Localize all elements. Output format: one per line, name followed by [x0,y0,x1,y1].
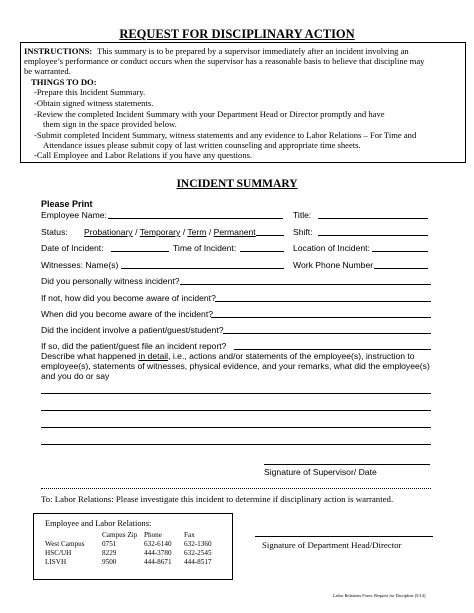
campus-zip: 0751 [102,540,117,548]
instructions-line-1: This summary is to be prepared by a supervisor immediately after an incident involving an [97,46,409,56]
question-witness: Did you personally witness incident? [41,276,180,286]
title-label: Title: [293,210,312,220]
instructions-label: INSTRUCTIONS: [24,46,93,56]
description-line[interactable] [41,444,431,445]
column-fax: Fax [184,531,195,539]
status-other-field[interactable] [256,235,284,236]
description-line[interactable] [41,427,431,428]
to-labor-relations-text: To: Labor Relations: Please investigate this incident to determine if disciplinary action is warranted. [41,494,394,504]
page-title: REQUEST FOR DISCIPLINARY ACTION [119,27,355,41]
shift-field[interactable] [318,235,428,236]
contact-box [33,513,233,580]
department-signature-field[interactable] [255,536,433,537]
question-involve-patient: Did the incident involve a patient/guest/student? [41,325,224,335]
instruction-item: -Review the completed Incident Summary with your Department Head or Director promptly and have [34,109,385,119]
campus-fax: 632-1360 [184,540,212,548]
answer-aware-how-field[interactable] [215,301,431,302]
answer-incident-report-field[interactable] [234,349,431,350]
instruction-item: -Prepare this Incident Summary. [34,87,146,97]
instruction-item: Attendance issues please submit copy of last written counseling and appropriate time sheets. [43,140,361,150]
answer-aware-when-field[interactable] [211,317,431,318]
question-aware-when: When did you become aware of the incident? [41,309,213,319]
date-of-incident-label: Date of Incident: [41,243,104,253]
employee-name-field[interactable] [108,218,283,219]
campus-phone: 444-8671 [144,558,172,566]
date-of-incident-field[interactable] [111,251,169,252]
describe-line-3: and you do or say [41,371,110,381]
department-signature-label: Signature of Department Head/Director [262,540,402,550]
instructions-line-3: be warranted. [24,66,71,76]
supervisor-signature-label: Signature of Supervisor/ Date [264,467,377,477]
answer-involve-patient-field[interactable] [223,333,431,334]
campus-zip: 9500 [102,558,117,566]
section-divider [41,488,431,489]
title-field[interactable] [318,218,428,219]
location-of-incident-field[interactable] [372,251,428,252]
instruction-item: -Submit completed Incident Summary, witness statements and any evidence to Labor Relations – For Time and [34,130,417,140]
status-option-probationary[interactable]: Probationary [84,227,133,237]
instructions-box [20,42,466,163]
campus-zip: 8229 [102,549,117,557]
status-option-term[interactable]: Term [187,227,207,237]
instruction-item: -Obtain signed witness statements. [34,98,154,108]
please-print-label: Please Print [41,199,93,209]
time-of-incident-field[interactable] [240,251,284,252]
status-separator: / [135,227,138,237]
describe-emphasis: in detail [138,351,169,361]
instructions-line-2: employee’s performance or conduct occurs when the supervisor has a reasonable basis to believe that discipline may [24,56,425,66]
describe-line-1 [41,351,415,361]
describe-text: Describe what happened [41,351,139,361]
instruction-item: them sign in the space provided below. [43,119,177,129]
work-phone-label: Work Phone Number [293,260,374,270]
status-option-permanent[interactable]: Permanent [213,227,256,237]
campus-fax: 632-2545 [184,549,212,557]
describe-text: , i.e., actions and/or statements of the employee(s), instruction to [168,351,415,361]
instruction-item: -Call Employee and Labor Relations if you have any questions. [34,150,253,160]
campus-name: West Campus [45,540,85,548]
status-options [84,227,256,237]
answer-witness-field[interactable] [180,284,431,285]
contact-heading: Employee and Labor Relations: [45,519,152,528]
campus-fax: 444-8517 [184,558,212,566]
status-option-temporary[interactable]: Temporary [139,227,181,237]
campus-phone: 444-3780 [144,549,172,557]
witnesses-field[interactable] [121,268,284,269]
describe-line-2: employee(s), statements of witnesses, physical evidence, and your remarks, what did the employee(s) [41,361,430,371]
campus-name: LISVH [45,558,67,566]
supervisor-signature-field[interactable] [264,464,430,465]
question-incident-report: If so, did the patient/guest file an incident report? [41,341,227,351]
things-to-do-label: THINGS TO DO: [31,77,97,87]
footer-form-id: Labor Relations Form: Request for Discipline (5/14) [333,593,426,598]
status-separator: / [182,227,186,237]
campus-name: HSC/UH [45,549,72,557]
work-phone-field[interactable] [374,268,428,269]
employee-name-label: Employee Name: [41,210,107,220]
column-campus-zip: Campus Zip [102,531,138,539]
incident-summary-heading: INCIDENT SUMMARY [176,178,298,190]
question-aware-how: If not, how did you become aware of incident? [41,293,216,303]
time-of-incident-label: Time of Incident: [173,243,237,253]
witnesses-label: Witnesses: Name(s) [41,260,119,270]
column-phone: Phone [144,531,162,539]
description-line[interactable] [41,393,431,394]
status-separator: / [208,227,212,237]
campus-phone: 632-6140 [144,540,172,548]
status-label: Status: [41,227,68,237]
shift-label: Shift: [293,227,313,237]
description-line[interactable] [41,410,431,411]
location-of-incident-label: Location of Incident: [293,243,370,253]
